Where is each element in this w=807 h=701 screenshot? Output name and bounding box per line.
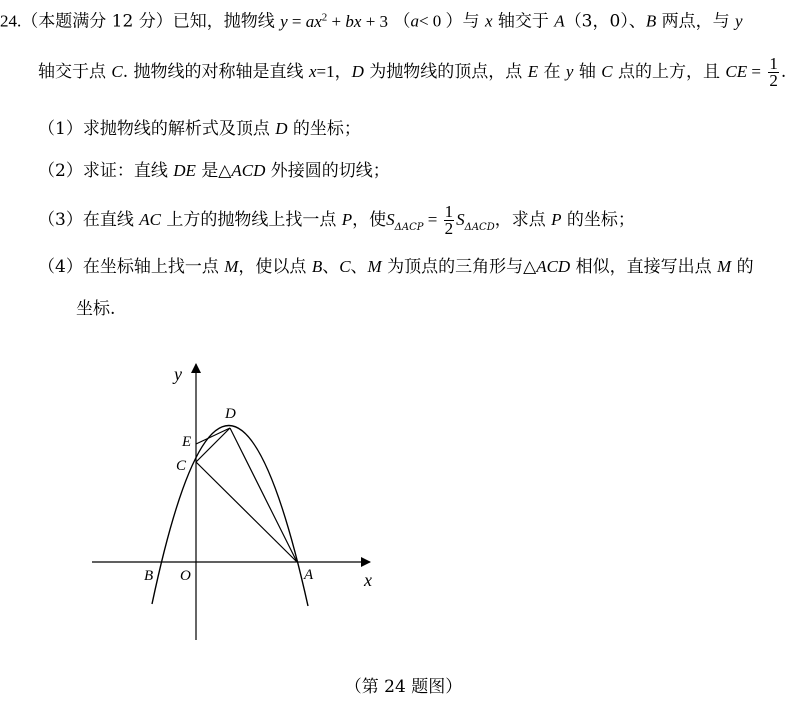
question-4-continued: 坐标. — [76, 299, 116, 319]
label-E: E — [182, 434, 192, 450]
label-A: A — [304, 567, 314, 583]
score-note: （本题满分 12 分） — [21, 11, 173, 32]
problem-line-2: 轴交于点 C. 抛物线的对称轴是直线 x=1，D 为抛物线的顶点，点 E 在 y 轴 C 点的上方，且 CE = $\frac{1}{2}$ . — [38, 54, 787, 90]
problem-number: 24 — [0, 11, 17, 31]
parabola-curve — [152, 425, 308, 606]
parabola-figure — [88, 358, 388, 648]
question-3: （3）在直线 AC 上方的抛物线上找一点 P，使$S_{\Delta ACP}$ = $\frac{1}{2}$ $S_{\Delta ACD}$，求点 P 的坐标； — [38, 202, 635, 238]
question-1: （1）求抛物线的解析式及顶点 D 的坐标； — [38, 119, 361, 139]
label-C: C — [176, 458, 187, 474]
label-y: y — [174, 364, 182, 384]
segment-DE — [196, 428, 230, 444]
fraction-one-half: $\frac{1}{2}$ — [444, 202, 454, 238]
question-2: （2）求证：直线 DE 是△ACD 外接圆的切线； — [38, 161, 390, 181]
label-B: B — [144, 568, 154, 584]
figure-caption: （第 24 题图） — [344, 677, 463, 697]
label-O: O — [180, 568, 191, 584]
parabola-equation: $y = ax^2$ + bx + 3 — [280, 11, 389, 31]
question-4: （4）在坐标轴上找一点 M，使以点 B、C、M 为顶点的三角形与△ACD 相似，直接写出点 M 的 — [38, 257, 754, 277]
segment-DA — [230, 428, 297, 562]
label-D: D — [225, 406, 236, 422]
segment-CA — [196, 462, 297, 562]
fraction-one-half: $\frac{1}{2}$ — [769, 54, 778, 90]
label-x: x — [364, 570, 372, 590]
problem-line-1: 24.（本题满分 12 分）已知，抛物线 $y = ax^2$ + bx + 3 （a< 0 ）与 x 轴交于 A（3，0）、B 两点，与 y — [0, 11, 743, 32]
